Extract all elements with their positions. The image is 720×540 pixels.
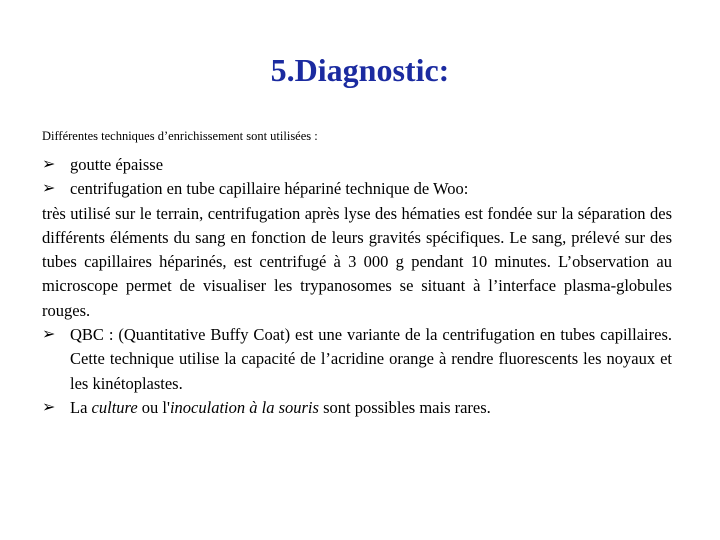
list-item-text: QBC : (Quantitative Buffy Coat) est une variante de la centrifugation en tubes capillaires. Cette technique utilise la capacité de l’acridine orange à rendre fluorescents les noyaux et les kinétoplastes.	[70, 325, 672, 393]
page-title: 5.Diagnostic:	[270, 52, 450, 88]
list-item-text: goutte épaisse	[70, 155, 164, 174]
last-suffix: sont possibles mais rares.	[318, 397, 491, 417]
description-paragraph: très utilisé sur le terrain, centrifugation après lyse des hématies est fondée sur la séparation des différents éléments du sang en fonction de leurs gravités spécifiques. Le sang, prélevé sur des tubes capillaires héparinés, est centrifugé à 3 000 g pendant 10 minutes. L’observation au microscope permet de visualiser les trypanosomes se situant à l’interface plasma-globules rouges.	[42, 203, 672, 320]
last-prefix: La	[70, 397, 92, 417]
arrow-bullet-icon: ➢	[42, 156, 56, 173]
arrow-bullet-icon: ➢	[42, 180, 56, 198]
culture-term: culture	[91, 397, 138, 417]
list-item-qbc	[42, 323, 672, 396]
inoculation-term: inoculation à la souris	[169, 397, 319, 417]
slide-content	[42, 127, 672, 420]
arrow-bullet-icon: ➢	[42, 326, 56, 344]
last-middle: ou l'	[137, 397, 170, 417]
arrow-bullet-icon: ➢	[42, 398, 56, 416]
intro-text: Différentes techniques d’enrichissement sont utilisées :	[42, 129, 318, 143]
list-item	[42, 153, 672, 177]
list-item-last	[42, 396, 672, 420]
list-item-text: centrifugation en tube capillaire hépariné technique de Woo:	[70, 179, 469, 199]
list-item	[42, 177, 672, 201]
